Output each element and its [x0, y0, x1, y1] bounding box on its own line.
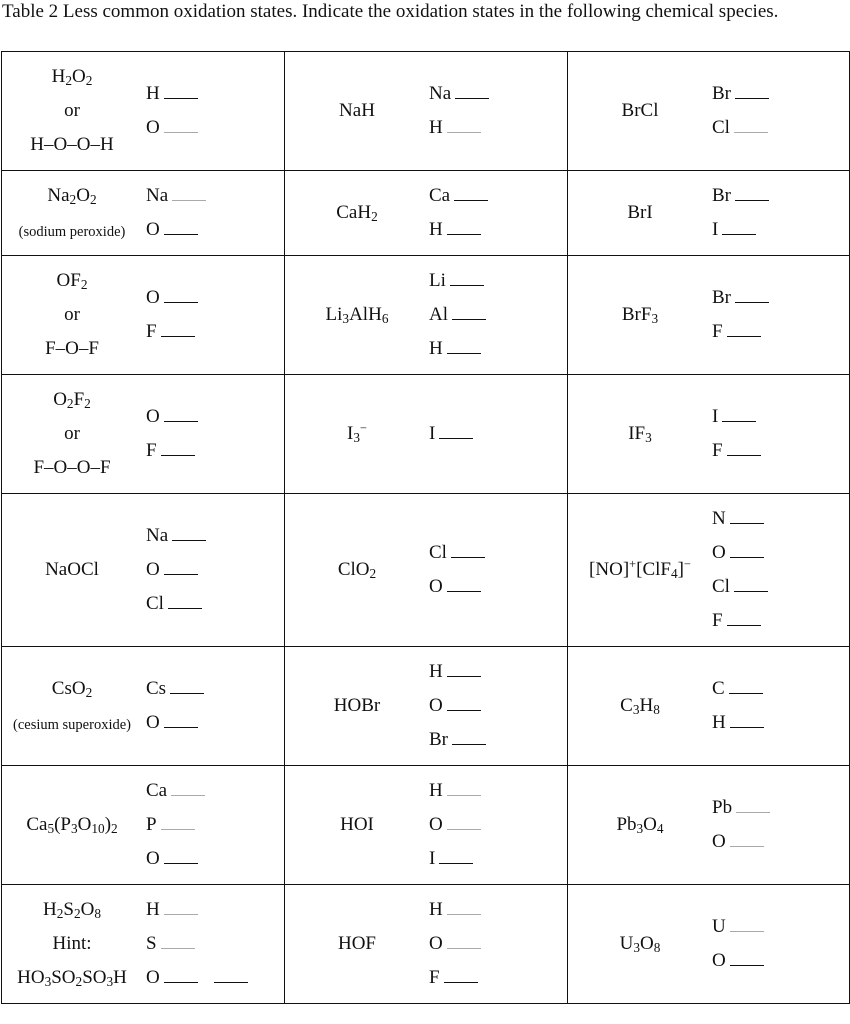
element-answer-line	[712, 440, 761, 462]
element-answer-line	[712, 610, 761, 632]
element-symbol: P	[146, 814, 157, 835]
element-symbol: I	[429, 423, 436, 444]
element-answer-line	[712, 117, 768, 139]
element-symbol: O	[146, 559, 160, 580]
element-answer-line	[429, 270, 484, 292]
oxidation-state-blank[interactable]	[164, 287, 198, 303]
species-formula: NaH	[339, 100, 375, 121]
element-symbol: H	[429, 899, 443, 920]
element-symbol: F	[712, 321, 723, 342]
oxidation-state-blank[interactable]	[164, 219, 198, 235]
oxidation-state-blank[interactable]	[730, 831, 764, 847]
element-answer-line	[146, 525, 206, 547]
oxidation-states-table	[1, 51, 850, 1004]
element-answer-line	[429, 933, 481, 955]
element-answer-line	[712, 797, 770, 819]
element-answer-line	[712, 678, 763, 700]
element-answer-line	[429, 83, 489, 105]
oxidation-state-blank[interactable]	[161, 933, 195, 949]
species-formula: BrCl	[621, 100, 659, 121]
oxidation-state-blank[interactable]	[214, 967, 248, 983]
oxidation-state-blank[interactable]	[734, 117, 768, 133]
species-formula: $Ca_5(P_3O_{10})_2$	[26, 814, 118, 836]
element-symbol: Al	[429, 304, 448, 325]
element-answer-line	[146, 219, 198, 241]
oxidation-state-blank[interactable]	[722, 219, 756, 235]
oxidation-state-blank[interactable]	[447, 899, 481, 915]
element-symbol: F	[429, 967, 440, 988]
species-cell	[2, 647, 285, 766]
element-symbol: H	[429, 780, 443, 801]
element-answer-line	[429, 695, 481, 717]
species-cell	[568, 256, 850, 375]
element-answer-line	[712, 831, 764, 853]
element-symbol: F	[146, 440, 157, 461]
species-formula: ClO$_2$	[337, 559, 377, 581]
oxidation-state-blank[interactable]	[164, 559, 198, 575]
element-answer-line	[429, 899, 481, 921]
element-answer-line	[146, 712, 198, 734]
oxidation-state-blank[interactable]	[730, 916, 764, 932]
element-answer-line	[146, 814, 195, 836]
species-formula: $C_3H_8$	[620, 695, 660, 717]
species-cell	[568, 52, 850, 171]
element-answer-line	[146, 83, 198, 105]
element-answer-line	[712, 219, 756, 241]
element-answer-line	[429, 967, 478, 989]
species-cell	[568, 766, 850, 885]
element-answer-line	[429, 304, 486, 326]
element-answer-line	[146, 899, 198, 921]
oxidation-state-blank[interactable]	[447, 661, 481, 677]
element-answer-line	[712, 406, 756, 428]
species-cell	[285, 766, 568, 885]
element-answer-line	[146, 185, 206, 207]
oxidation-state-blank[interactable]	[168, 593, 202, 609]
element-symbol: Br	[712, 83, 731, 104]
oxidation-state-blank[interactable]	[730, 542, 764, 558]
oxidation-state-blank[interactable]	[164, 406, 198, 422]
oxidation-state-blank[interactable]	[452, 729, 486, 745]
oxidation-state-blank[interactable]	[734, 576, 768, 592]
element-symbol: O	[146, 406, 160, 427]
species-formula: $Li_3AlH_6$	[325, 304, 389, 326]
oxidation-state-blank[interactable]	[164, 117, 198, 133]
element-symbol: I	[712, 406, 719, 427]
element-symbol: Cl	[146, 593, 164, 614]
element-symbol: O	[429, 576, 443, 597]
species-formula: or	[64, 304, 80, 325]
species-cell	[285, 52, 568, 171]
species-cell	[2, 885, 285, 1004]
element-answer-line	[429, 117, 481, 139]
element-symbol: O	[146, 117, 160, 138]
species-formula: $O_2F_2$	[53, 389, 91, 411]
oxidation-state-blank[interactable]	[735, 185, 769, 201]
species-formula: HOBr	[333, 695, 381, 716]
element-symbol: U	[712, 916, 726, 937]
element-answer-line	[712, 712, 764, 734]
oxidation-state-blank[interactable]	[730, 950, 764, 966]
oxidation-state-blank[interactable]	[722, 406, 756, 422]
oxidation-state-blank[interactable]	[172, 525, 206, 541]
element-symbol: F	[146, 321, 157, 342]
oxidation-state-blank[interactable]	[450, 270, 484, 286]
species-formula: $OF_2$	[56, 270, 88, 292]
oxidation-state-blank[interactable]	[439, 848, 473, 864]
oxidation-state-blank[interactable]	[172, 185, 206, 201]
element-symbol: Cl	[712, 117, 730, 138]
element-answer-line	[146, 848, 198, 870]
element-symbol: C	[712, 678, 725, 699]
element-symbol: O	[146, 848, 160, 869]
element-answer-line	[429, 219, 481, 241]
element-symbol: O	[712, 950, 726, 971]
oxidation-state-blank[interactable]	[164, 848, 198, 864]
table-row	[2, 375, 850, 494]
element-symbol: S	[146, 933, 157, 954]
element-answer-line	[429, 542, 485, 564]
species-formula: $Na_2O_2$	[47, 185, 97, 207]
element-answer-line	[712, 508, 764, 530]
species-formula: $Pb_3O_4$	[616, 814, 664, 836]
element-symbol: N	[712, 508, 726, 529]
oxidation-state-blank[interactable]	[730, 508, 764, 524]
element-symbol: H	[146, 83, 160, 104]
element-answer-line	[712, 287, 769, 309]
element-symbol: O	[712, 831, 726, 852]
oxidation-state-blank[interactable]	[735, 83, 769, 99]
species-formula: Hint:	[52, 933, 92, 954]
species-formula: $U_3O_8$	[619, 933, 661, 955]
oxidation-state-blank[interactable]	[447, 695, 481, 711]
element-symbol: H	[712, 712, 726, 733]
oxidation-state-blank[interactable]	[164, 899, 198, 915]
element-symbol: H	[429, 661, 443, 682]
species-formula: or	[64, 423, 80, 444]
species-formula: $HO_3SO_2SO_3H$	[17, 967, 127, 989]
species-cell	[2, 766, 285, 885]
element-answer-line	[429, 729, 486, 751]
table-row	[2, 171, 850, 256]
element-answer-line	[146, 406, 198, 428]
species-formula: F–O–F	[45, 338, 99, 359]
oxidation-state-blank[interactable]	[727, 610, 761, 626]
element-answer-line	[712, 83, 769, 105]
element-symbol: O	[146, 287, 160, 308]
species-formula: [NO]+[ClF$_4$]−	[589, 557, 691, 581]
species-formula: BrI	[627, 202, 653, 223]
species-cell	[285, 647, 568, 766]
oxidation-state-blank[interactable]	[164, 967, 198, 983]
element-symbol: I	[712, 219, 719, 240]
element-symbol: O	[146, 712, 160, 733]
element-answer-line	[712, 576, 768, 598]
oxidation-state-blank[interactable]	[444, 967, 478, 983]
element-symbol: O	[146, 219, 160, 240]
element-symbol: Br	[712, 287, 731, 308]
species-cell	[285, 375, 568, 494]
element-answer-line	[712, 185, 769, 207]
species-formula: $I_3^-$	[347, 421, 367, 445]
species-formula: CsO$_2$	[51, 678, 93, 700]
oxidation-state-blank[interactable]	[439, 423, 473, 439]
element-symbol: H	[429, 219, 443, 240]
oxidation-state-blank[interactable]	[451, 542, 485, 558]
element-answer-line	[146, 678, 204, 700]
species-formula: H–O–O–H	[30, 134, 114, 155]
element-symbol: Ca	[429, 185, 451, 206]
oxidation-state-blank[interactable]	[452, 304, 486, 320]
element-symbol: O	[429, 814, 443, 835]
species-formula: or	[64, 100, 80, 121]
element-answer-line	[712, 916, 764, 938]
table-caption: Table 2 Less common oxidation states. Indicate the oxidation states in the following chemical species.	[2, 1, 779, 22]
species-formula: HOI	[340, 814, 374, 835]
table-row	[2, 885, 850, 1004]
oxidation-state-blank[interactable]	[164, 83, 198, 99]
table-row	[2, 52, 850, 171]
element-symbol: H	[146, 899, 160, 920]
table-row	[2, 256, 850, 375]
oxidation-state-blank[interactable]	[447, 117, 481, 133]
element-symbol: O	[146, 967, 160, 988]
element-answer-line	[429, 814, 481, 836]
element-symbol: O	[429, 695, 443, 716]
species-formula: $H_2O_2$	[51, 66, 93, 88]
oxidation-state-blank[interactable]	[454, 185, 488, 201]
element-answer-line	[146, 559, 198, 581]
element-symbol: Cl	[429, 542, 447, 563]
element-answer-line	[146, 321, 195, 343]
element-answer-line	[429, 423, 473, 445]
element-symbol: F	[712, 440, 723, 461]
element-symbol: Cs	[146, 678, 167, 699]
element-symbol: H	[429, 338, 443, 359]
element-symbol: Br	[712, 185, 731, 206]
species-formula: HOF	[337, 933, 377, 954]
oxidation-state-blank[interactable]	[447, 338, 481, 354]
element-symbol: H	[429, 117, 443, 138]
oxidation-state-blank[interactable]	[447, 814, 481, 830]
element-answer-line	[146, 780, 205, 802]
element-answer-line	[146, 967, 248, 989]
table-row	[2, 766, 850, 885]
element-symbol: O	[712, 542, 726, 563]
oxidation-state-blank[interactable]	[447, 780, 481, 796]
species-cell	[2, 375, 285, 494]
element-symbol: O	[429, 933, 443, 954]
element-answer-line	[146, 933, 195, 955]
element-answer-line	[429, 848, 473, 870]
species-formula: CaH$_2$	[336, 202, 378, 224]
oxidation-state-blank[interactable]	[727, 321, 761, 337]
oxidation-state-blank[interactable]	[161, 440, 195, 456]
element-answer-line	[429, 185, 488, 207]
element-answer-line	[146, 287, 198, 309]
oxidation-state-blank[interactable]	[735, 287, 769, 303]
oxidation-state-blank[interactable]	[447, 933, 481, 949]
element-answer-line	[146, 440, 195, 462]
element-symbol: F	[712, 610, 723, 631]
species-formula: $H_2S_2O_8$	[42, 899, 102, 921]
element-symbol: Br	[429, 729, 448, 750]
oxidation-state-blank[interactable]	[161, 814, 195, 830]
table-row	[2, 494, 850, 647]
species-cell	[568, 375, 850, 494]
element-symbol: Ca	[146, 780, 168, 801]
element-answer-line	[429, 338, 481, 360]
species-cell	[2, 52, 285, 171]
element-symbol: Na	[429, 83, 452, 104]
oxidation-state-blank[interactable]	[447, 219, 481, 235]
oxidation-state-blank[interactable]	[730, 712, 764, 728]
element-symbol: I	[429, 848, 436, 869]
element-symbol: Na	[146, 185, 169, 206]
species-cell	[2, 256, 285, 375]
species-cell	[568, 171, 850, 256]
species-formula: BrF$_3$	[621, 304, 659, 326]
species-formula: NaOCl	[45, 559, 99, 580]
oxidation-state-blank[interactable]	[447, 576, 481, 592]
element-symbol: Pb	[712, 797, 733, 818]
oxidation-state-blank[interactable]	[736, 797, 770, 813]
species-cell	[285, 256, 568, 375]
species-cell	[285, 885, 568, 1004]
species-cell	[568, 885, 850, 1004]
element-symbol: Na	[146, 525, 169, 546]
oxidation-state-blank[interactable]	[164, 712, 198, 728]
oxidation-state-blank[interactable]	[171, 780, 205, 796]
oxidation-state-blank[interactable]	[729, 678, 763, 694]
element-answer-line	[712, 321, 761, 343]
oxidation-state-blank[interactable]	[161, 321, 195, 337]
species-formula: (sodium peroxide)	[18, 224, 126, 240]
species-formula: $IF_3$	[628, 423, 652, 445]
oxidation-state-blank[interactable]	[455, 83, 489, 99]
species-cell	[285, 494, 568, 647]
species-cell	[568, 494, 850, 647]
element-answer-line	[429, 661, 481, 683]
species-cell	[2, 171, 285, 256]
species-formula: F–O–O–F	[33, 457, 111, 478]
oxidation-state-blank[interactable]	[170, 678, 204, 694]
element-answer-line	[146, 593, 202, 615]
element-answer-line	[146, 117, 198, 139]
element-answer-line	[712, 950, 764, 972]
element-answer-line	[712, 542, 764, 564]
species-cell	[568, 647, 850, 766]
species-formula: (cesium superoxide)	[13, 717, 131, 733]
element-symbol: Li	[429, 270, 446, 291]
element-answer-line	[429, 576, 481, 598]
element-answer-line	[429, 780, 481, 802]
table-row	[2, 647, 850, 766]
element-symbol: Cl	[712, 576, 730, 597]
species-cell	[285, 171, 568, 256]
species-cell	[2, 494, 285, 647]
oxidation-state-blank[interactable]	[727, 440, 761, 456]
